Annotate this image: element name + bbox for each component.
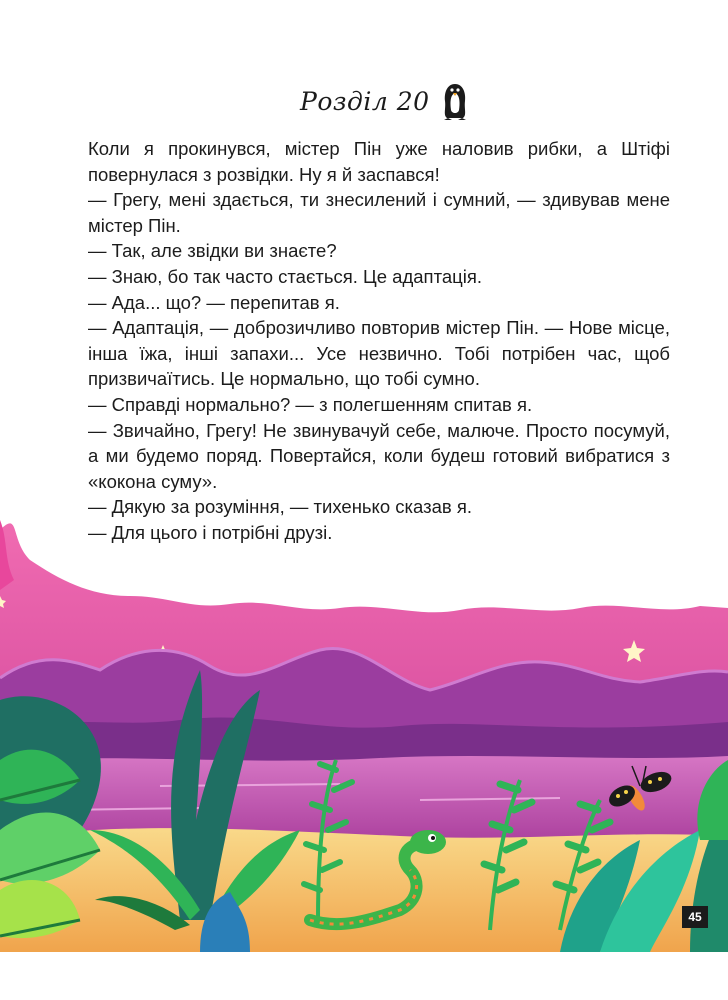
paragraph: — Адаптація, — доброзичливо повторив містер Пін. — Нове місце, інша їжа, інші запахи... Усе незвично. Тобі потрібен час, щоб призвичаїтись. Це нормально, що тобі сумно. (88, 317, 670, 390)
paragraph: Коли я прокинувся, містер Пін уже наловив рибки, а Штіфі повернулася з розвідки. Ну я й заспався! (88, 138, 670, 185)
chapter-heading (300, 78, 500, 124)
page-number: 45 (682, 906, 708, 928)
story-text (88, 136, 670, 546)
paragraph: — Справді нормально? — з полегшенням спитав я. (88, 393, 533, 415)
paragraph: — Знаю, бо так часто стається. Це адаптація. (88, 265, 482, 287)
paragraph: — Грегу, мені здається, ти знесилений і сумний, — здивував мене містер Пін. (88, 189, 670, 236)
jungle-illustration (0, 500, 728, 952)
paragraph: — Дякую за розуміння, — тихенько сказав я. (88, 496, 473, 518)
paragraph: — Для цього і потрібні друзі. (88, 521, 333, 543)
penguin-icon (438, 81, 472, 121)
paragraph: — Так, але звідки ви знаєте? (88, 240, 337, 262)
paragraph: — Звичайно, Грегу! Не звинувачуй себе, малюче. Просто посумуй, а ми будемо поряд. Повертайся, коли будеш готовий вибратися з «кокона суму». (88, 419, 670, 492)
paragraph: — Ада... що? — перепитав я. (88, 291, 340, 313)
chapter-title: Розділ 20 (300, 86, 430, 116)
